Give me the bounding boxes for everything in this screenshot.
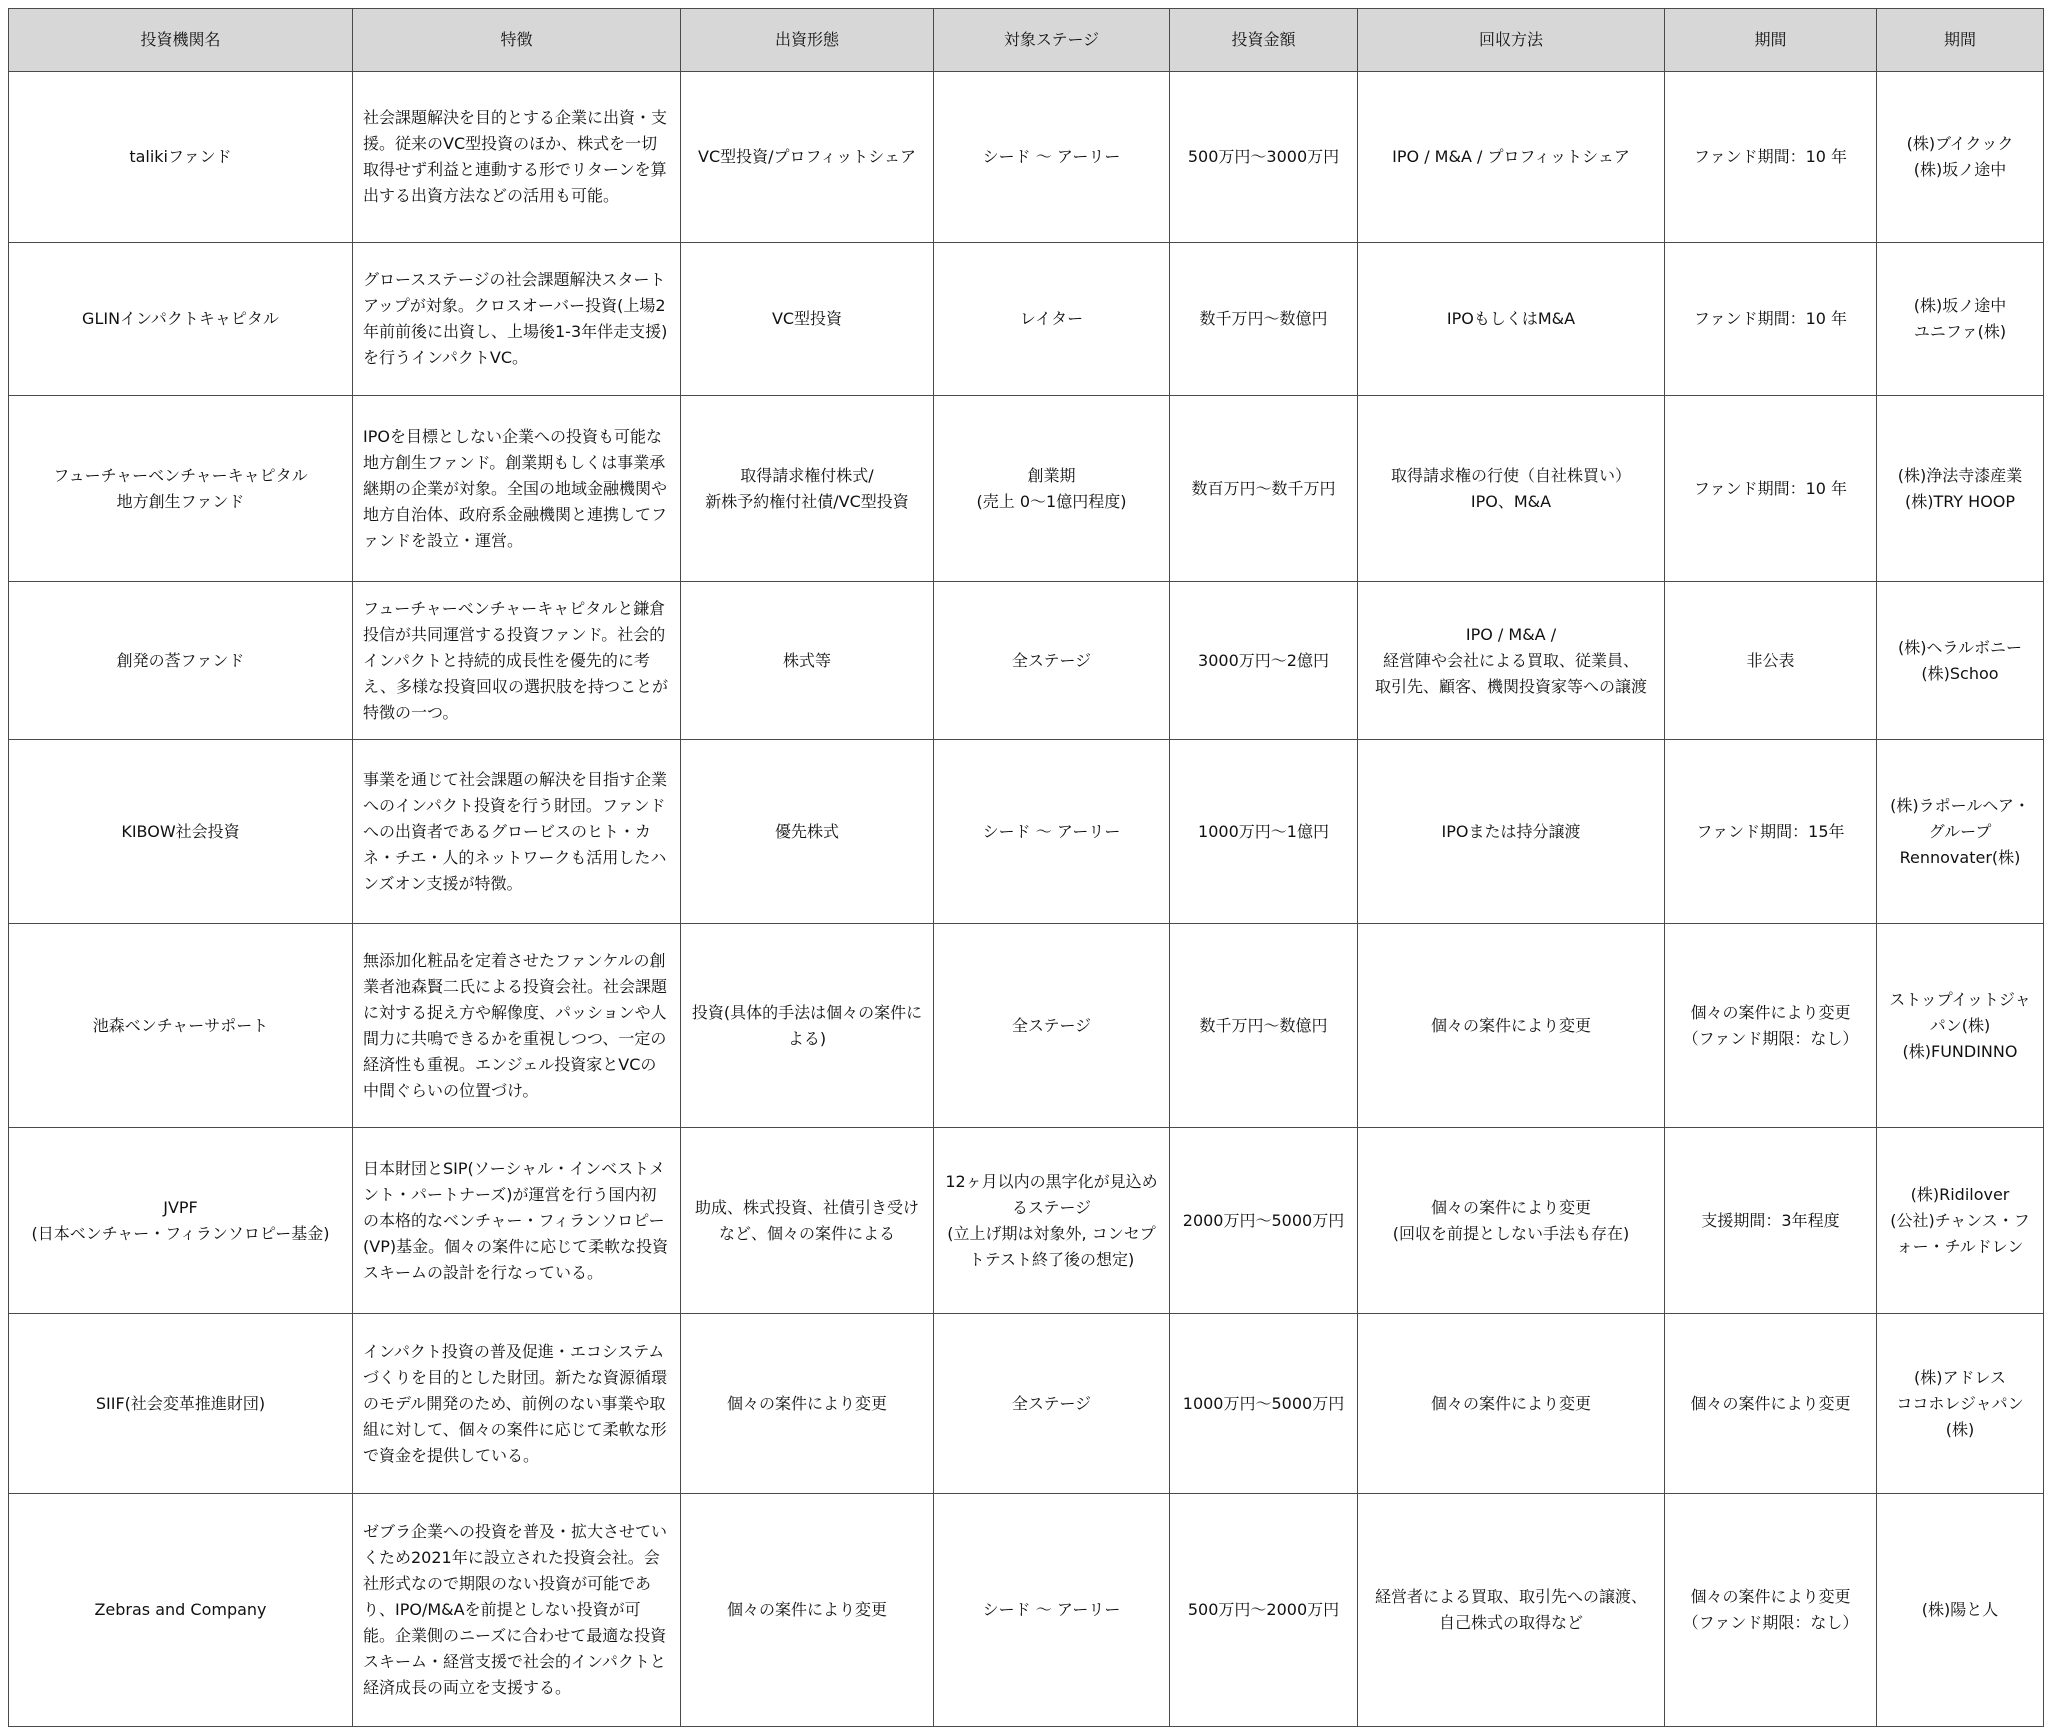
cell-stage: 全ステージ xyxy=(934,582,1170,740)
cell-exit: IPOまたは持分譲渡 xyxy=(1358,740,1665,924)
cell-stage: シード 〜 アーリー xyxy=(934,740,1170,924)
cell-investment-form: VC型投資 xyxy=(681,243,934,396)
cell-stage: 創業期 (売上 0〜1億円程度) xyxy=(934,396,1170,582)
cell-investment-form: 優先株式 xyxy=(681,740,934,924)
header-period: 期間 xyxy=(1665,9,1877,72)
cell-portfolio: (株)アドレス ココホレジャパン(株) xyxy=(1877,1314,2044,1494)
cell-stage: 12ヶ月以内の黒字化が見込めるステージ (立上げ期は対象外, コンセプトテスト終了後の想定) xyxy=(934,1128,1170,1314)
cell-portfolio: (株)坂ノ途中 ユニファ(株) xyxy=(1877,243,2044,396)
header-amount: 投資金額 xyxy=(1170,9,1358,72)
cell-period: ファンド期間：10 年 xyxy=(1665,243,1877,396)
cell-feature: フューチャーベンチャーキャピタルと鎌倉投信が共同運営する投資ファンド。社会的インパクトと持続的成長性を優先的に考え、多様な投資回収の選択肢を持つことが特徴の一つ。 xyxy=(353,582,681,740)
cell-exit: 個々の案件により変更 (回収を前提としない手法も存在) xyxy=(1358,1128,1665,1314)
cell-feature: 社会課題解決を目的とする企業に出資・支援。従来のVC型投資のほか、株式を一切取得せず利益と連動する形でリターンを算出する出資方法などの活用も可能。 xyxy=(353,72,681,243)
cell-amount: 2000万円〜5000万円 xyxy=(1170,1128,1358,1314)
cell-portfolio: (株)陽と人 xyxy=(1877,1494,2044,1727)
cell-period: 個々の案件により変更 （ファンド期限：なし） xyxy=(1665,924,1877,1128)
cell-exit: 個々の案件により変更 xyxy=(1358,1314,1665,1494)
cell-investment-form: 個々の案件により変更 xyxy=(681,1314,934,1494)
header-stage: 対象ステージ xyxy=(934,9,1170,72)
header-row xyxy=(9,9,2044,72)
cell-amount: 数千万円〜数億円 xyxy=(1170,924,1358,1128)
cell-exit: IPO / M&A / 経営陣や会社による買取、従業員、 取引先、顧客、機関投資家等への譲渡 xyxy=(1358,582,1665,740)
cell-feature: 日本財団とSIP(ソーシャル・インベストメント・パートナーズ)が運営を行う国内初の本格的なベンチャー・フィランソロピー(VP)基金。個々の案件に応じて柔軟な投資スキームの設計を行なっている。 xyxy=(353,1128,681,1314)
cell-period: ファンド期間：10 年 xyxy=(1665,72,1877,243)
header-portfolio: 期間 xyxy=(1877,9,2044,72)
cell-name: GLINインパクトキャピタル xyxy=(9,243,353,396)
table-row xyxy=(9,740,2044,924)
cell-exit: 経営者による買取、取引先への譲渡、 自己株式の取得など xyxy=(1358,1494,1665,1727)
header-feature: 特徴 xyxy=(353,9,681,72)
cell-investment-form: 投資(具体的手法は個々の案件による) xyxy=(681,924,934,1128)
cell-amount: 1000万円〜5000万円 xyxy=(1170,1314,1358,1494)
cell-investment-form: 個々の案件により変更 xyxy=(681,1494,934,1727)
cell-stage: シード 〜 アーリー xyxy=(934,1494,1170,1727)
cell-amount: 数千万円〜数億円 xyxy=(1170,243,1358,396)
cell-investment-form: 取得請求権付株式/ 新株予約権付社債/VC型投資 xyxy=(681,396,934,582)
cell-portfolio: ストップイットジャパン(株) (株)FUNDINNO xyxy=(1877,924,2044,1128)
cell-name: JVPF (日本ベンチャー・フィランソロピー基金) xyxy=(9,1128,353,1314)
cell-feature: インパクト投資の普及促進・エコシステムづくりを目的とした財団。新たな資源循環のモデル開発のため、前例のない事業や取組に対して、個々の案件に応じて柔軟な形で資金を提供している。 xyxy=(353,1314,681,1494)
cell-period: 支援期間：3年程度 xyxy=(1665,1128,1877,1314)
cell-stage: 全ステージ xyxy=(934,1314,1170,1494)
cell-feature: 事業を通じて社会課題の解決を目指す企業へのインパクト投資を行う財団。ファンドへの出資者であるグロービスのヒト・カネ・チエ・人的ネットワークも活用したハンズオン支援が特徴。 xyxy=(353,740,681,924)
cell-name: SIIF(社会変革推進財団) xyxy=(9,1314,353,1494)
cell-period: 個々の案件により変更 （ファンド期限：なし） xyxy=(1665,1494,1877,1727)
cell-name: フューチャーベンチャーキャピタル 地方創生ファンド xyxy=(9,396,353,582)
table-row xyxy=(9,924,2044,1128)
cell-exit: 個々の案件により変更 xyxy=(1358,924,1665,1128)
cell-investment-form: 株式等 xyxy=(681,582,934,740)
cell-name: 池森ベンチャーサポート xyxy=(9,924,353,1128)
cell-exit: IPOもしくはM&A xyxy=(1358,243,1665,396)
cell-period: 個々の案件により変更 xyxy=(1665,1314,1877,1494)
cell-exit: IPO / M&A / プロフィットシェア xyxy=(1358,72,1665,243)
cell-name: Zebras and Company xyxy=(9,1494,353,1727)
cell-name: 創発の莟ファンド xyxy=(9,582,353,740)
cell-portfolio: (株)ラポールヘア・グループ Rennovater(株) xyxy=(1877,740,2044,924)
cell-portfolio: (株)Ridilover (公社)チャンス・フォー・チルドレン xyxy=(1877,1128,2044,1314)
table-row xyxy=(9,582,2044,740)
cell-investment-form: 助成、株式投資、社債引き受けなど、個々の案件による xyxy=(681,1128,934,1314)
table-row xyxy=(9,72,2044,243)
table-row xyxy=(9,1128,2044,1314)
cell-amount: 3000万円〜2億円 xyxy=(1170,582,1358,740)
cell-portfolio: (株)ブイクック (株)坂ノ途中 xyxy=(1877,72,2044,243)
cell-stage: レイター xyxy=(934,243,1170,396)
cell-amount: 数百万円〜数千万円 xyxy=(1170,396,1358,582)
header-investment-form: 出資形態 xyxy=(681,9,934,72)
cell-portfolio: (株)浄法寺漆産業 (株)TRY HOOP xyxy=(1877,396,2044,582)
cell-amount: 500万円〜3000万円 xyxy=(1170,72,1358,243)
table-row xyxy=(9,1494,2044,1727)
investor-comparison-table xyxy=(8,8,2044,1727)
table-row xyxy=(9,1314,2044,1494)
header-exit: 回収方法 xyxy=(1358,9,1665,72)
cell-period: ファンド期間：10 年 xyxy=(1665,396,1877,582)
cell-stage: シード 〜 アーリー xyxy=(934,72,1170,243)
cell-portfolio: (株)ヘラルボニー (株)Schoo xyxy=(1877,582,2044,740)
cell-amount: 1000万円〜1億円 xyxy=(1170,740,1358,924)
table-row xyxy=(9,243,2044,396)
cell-feature: グロースステージの社会課題解決スタートアップが対象。クロスオーバー投資(上場2年前前後に出資し、上場後1-3年伴走支援)を行うインパクトVC。 xyxy=(353,243,681,396)
cell-exit: 取得請求権の行使（自社株買い） IPO、M&A xyxy=(1358,396,1665,582)
cell-name: talikiファンド xyxy=(9,72,353,243)
cell-amount: 500万円〜2000万円 xyxy=(1170,1494,1358,1727)
cell-name: KIBOW社会投資 xyxy=(9,740,353,924)
header-name: 投資機関名 xyxy=(9,9,353,72)
cell-period: 非公表 xyxy=(1665,582,1877,740)
cell-feature: ゼブラ企業への投資を普及・拡大させていくため2021年に設立された投資会社。会社形式なので期限のない投資が可能であり、IPO/M&Aを前提としない投資が可能。企業側のニーズに合わせて最適な投資スキーム・経営支援で社会的インパクトと経済成長の両立を支援する。 xyxy=(353,1494,681,1727)
cell-period: ファンド期間：15年 xyxy=(1665,740,1877,924)
cell-feature: 無添加化粧品を定着させたファンケルの創業者池森賢二氏による投資会社。社会課題に対する捉え方や解像度、パッションや人間力に共鳴できるかを重視しつつ、一定の経済性も重視。エンジェル投資家とVCの中間ぐらいの位置づけ。 xyxy=(353,924,681,1128)
table-row xyxy=(9,396,2044,582)
cell-investment-form: VC型投資/プロフィットシェア xyxy=(681,72,934,243)
cell-stage: 全ステージ xyxy=(934,924,1170,1128)
cell-feature: IPOを目標としない企業への投資も可能な地方創生ファンド。創業期もしくは事業承継期の企業が対象。全国の地域金融機関や地方自治体、政府系金融機関と連携してファンドを設立・運営。 xyxy=(353,396,681,582)
